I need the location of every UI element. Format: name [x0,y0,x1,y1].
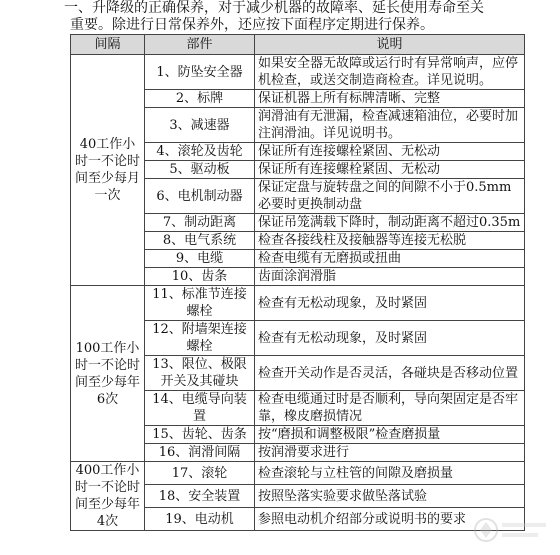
description-cell: 参照电动机介绍部分或说明书的要求 [255,508,525,531]
part-cell: 17、滚轮 [145,462,255,485]
header-description: 说明 [255,35,525,55]
description-cell: 如果安全器无故障或运行时有异常响声，应停机检查，或送交制造商检查。详见说明。 [255,55,525,90]
description-cell: 检查有无松动现象，及时紧固 [255,321,525,356]
part-cell: 13、限位、极限开关及其碰块 [145,356,255,391]
interval-cell: 100工作小时一不论时间至少每年6次 [71,286,145,462]
part-cell: 8、电气系统 [145,232,255,250]
description-cell: 检查有无松动现象，及时紧固 [255,286,525,321]
intro-line-1: 一、升降级的正确保养，对于减少机器的故障率、延长使用寿命至关 [64,0,484,16]
part-cell: 14、电缆导向装置 [145,391,255,426]
part-cell: 16、润滑间隔 [145,444,255,462]
description-cell: 检查各接线柱及接触器等连接无松脱 [255,232,525,250]
part-cell: 19、电动机 [145,508,255,531]
description-cell: 检查电缆通过时是否顺利，导向架固定是否牢靠，橡皮磨损情况 [255,391,525,426]
table-row [71,462,525,485]
description-cell: 润滑油有无泄漏，检查减速箱油位，必要时加注润滑油。详见说明书。 [255,108,525,143]
description-cell: 按照坠落实验要求做坠落试验 [255,485,525,508]
maintenance-table [70,34,525,531]
part-cell: 15、齿轮、齿条 [145,426,255,444]
part-cell: 1、防坠安全器 [145,55,255,90]
table-row [71,286,525,321]
part-cell: 10、齿条 [145,268,255,286]
description-cell: 保证定盘与旋转盘之间的间隙不小于0.5mm必要时更换制动盘 [255,179,525,214]
part-cell: 12、附墙架连接螺栓 [145,321,255,356]
table-row [71,55,525,90]
description-cell: 保证吊笼满载下降时，制动距离不超过0.35m [255,214,525,232]
part-cell: 3、减速器 [145,108,255,143]
part-cell: 11、标准节连接螺栓 [145,286,255,321]
part-cell: 6、电机制动器 [145,179,255,214]
description-cell: 保证所有连接螺栓紧固、无松动 [255,143,525,161]
header-interval: 间隔 [71,35,145,55]
description-cell: 保证机器上所有标牌清晰、完整 [255,90,525,108]
part-cell: 2、标牌 [145,90,255,108]
description-cell: 检查电缆有无磨损或扭曲 [255,250,525,268]
intro-line-2: 重要。除进行日常保养外，还应按下面程序定期进行保养。 [70,17,434,33]
part-cell: 4、滚轮及齿轮 [145,143,255,161]
description-cell: 检查滚轮与立柱管的间隙及磨损量 [255,462,525,485]
description-cell: 按润滑要求进行 [255,444,525,462]
intro-paragraph [64,0,550,34]
header-part: 部件 [145,35,255,55]
part-cell: 5、驱动板 [145,161,255,179]
part-cell: 9、电缆 [145,250,255,268]
part-cell: 18、安全装置 [145,485,255,508]
table-body [71,55,525,531]
table-header-row [71,35,525,55]
description-cell: 按“磨损和调整极限”检查磨损量 [255,426,525,444]
part-cell: 7、制动距离 [145,214,255,232]
interval-cell: 400工作小时一不论时间至少每年4次 [71,462,145,531]
interval-cell: 40工作小时一不论时间至少每月一次 [71,55,145,286]
description-cell: 检查开关动作是否灵活，各碰块是否移动位置 [255,356,525,391]
watermark-logo [472,513,552,547]
description-cell: 齿面涂润滑脂 [255,268,525,286]
description-cell: 保证所有连接螺栓紧固、无松动 [255,161,525,179]
